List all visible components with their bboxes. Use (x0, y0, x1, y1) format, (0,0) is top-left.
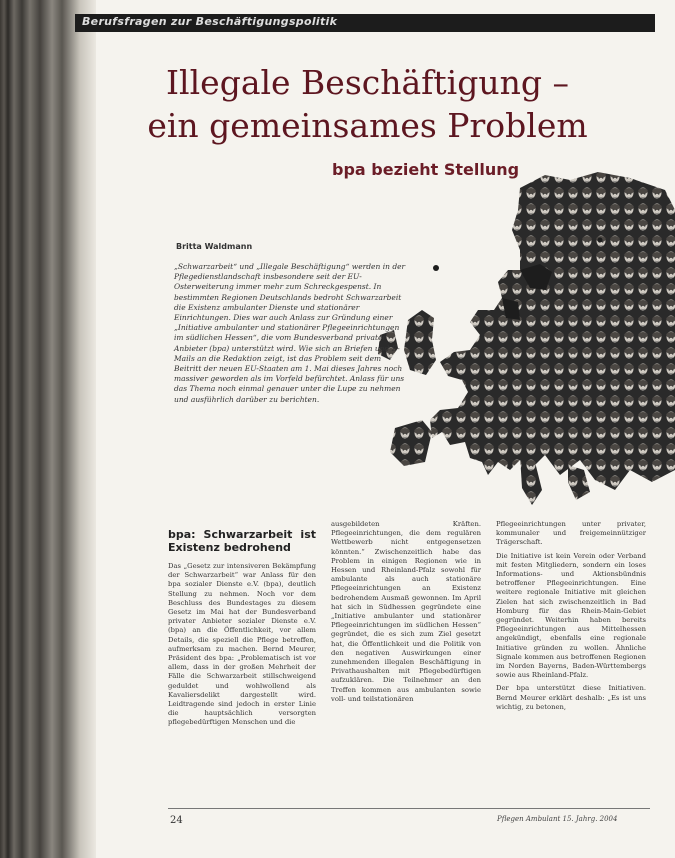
article-title-line1: Illegale Beschäftigung – (166, 63, 569, 102)
page-number: 24 (170, 815, 183, 826)
body-paragraph: Das „Gesetz zur intensiveren Bekämpfung der Schwarzarbeit“ war Anlass für den bpa sozialer Dienste e.V. (bpa), deutlich Stellung zu nehmen. Noch vor dem Beschluss des Bundestages zu diesem Gesetz im Mai hat der Bundesverband privater Anbieter sozialer Dienste e.V. (bpa) an die Öffentlichkeit, vor allem Details, die speziell die Pflege betreffen, aufmerksam zu machen. Bernd Meurer, Präsident des bpa: „Problematisch ist vor allem, dass in der großen Mehrheit der Fälle die Schwarzarbeit stillschweigend geduldet und wohlwollend als Kavaliersdelikt dargestellt wird. Leidtragende sind jedoch in erster Linie die hauptsächlich versorgten pflegebedürftigen Menschen und die (168, 562, 316, 727)
section-heading: bpa: Schwarzarbeit ist Existenz bedrohend (168, 528, 316, 554)
body-column-3 (496, 520, 646, 716)
body-paragraph: Pflegeeinrichtungen unter privater, kommunaler und freigemeinnütziger Trägerschaft. (496, 520, 646, 547)
body-paragraph: Der bpa unterstützt diese Initiativen. Bernd Meurer erklärt deshalb: „Es ist uns wichtig, zu betonen, (496, 684, 646, 711)
rubric-label: Berufsfragen zur Beschäftigungspolitik (82, 15, 338, 28)
intro-text: „Schwarzarbeit“ und „Illegale Beschäftigung“ werden in der Pflegedienstlandschaft insbesondere seit der EU-Osterweiterung immer mehr zum Schreckgespenst. In bestimmten Regionen Deutschlands bedroht Schwarzarbeit die Existenz ambulanter Dienste und stationärer Einrichtungen. Dies war auch Anlass zur Gründung einer „Initiative ambulanter und stationärer Pflegeeinrichtungen im südlichen Hessen“, die vom Bundesverband privater Anbieter (bpa) unterstützt wird. Wie sich an Briefen und E-Mails an die Redaktion zeigt, ist das Problem seit dem Beitritt der neuen EU-Staaten am 1. Mai dieses Jahres noch massiver geworden als im Vorfeld befürchtet. Anlass für uns das Thema noch einmal genauer unter die Lupe zu nehmen und ausführlich darüber zu berichten. (174, 262, 406, 404)
article-subtitle: bpa bezieht Stellung (332, 160, 520, 179)
europe-crowd-map (370, 170, 675, 510)
journal-footer: Pflegen Ambulant 15. Jahrg. 2004 (497, 815, 618, 823)
body-column-2 (331, 520, 481, 708)
footer-rule (168, 808, 650, 809)
body-column-1 (168, 528, 316, 732)
body-paragraph: Die Initiative ist kein Verein oder Verband mit festen Mitgliedern, sondern ein loses Informations- und Aktionsbündnis betroffener Pflegeeinrichtungen. Eine weitere regionale Initiative mit gleichen Zielen hat sich zwischenzeitlich in Bad Homburg für das Rhein-Main-Gebiet gegründet. Weiterhin haben bereits Pflegeeinrichtungen aus Mittelhessen angekündigt, ebenfalls eine regionale Initiative gründen zu wollen. Ähnliche Signale kommen aus betroffenen Regionen im Norden Bayerns, Baden-Württembergs sowie aus Rheinland-Pfalz. (496, 551, 646, 680)
author-name: Britta Waldmann (176, 242, 253, 251)
article-title-line2: ein gemeinsames Problem (147, 106, 588, 145)
body-paragraph: ausgebildeten Kräften. Pflegeeinrichtungen, die dem regulären Wettbewerb nicht entgegensetzen könnten.“ Zwischenzeitlich habe das Problem in einigen Regionen wie in Hessen und Rheinland-Pfalz sowohl für ambulante als auch stationäre Pflegeeinrichtungen an Existenz bedrohendem Ausmaß gewonnen. Im April hat sich in Südhessen gegründete eine „Initiative ambulanter und stationärer Pflegeeinrichtungen im südlichen Hessen“ gegründet, die es sich zum Ziel gesetzt hat, die Öffentlichkeit und die Politik von den negativen Auswirkungen einer zunehmenden illegalen Beschäftigung in Privathaushalten mit Pflegebedürftigen aufzuklären. Die Teilnehmer an den Treffen kommen aus ambulanten sowie voll- und teilstationären (331, 520, 481, 703)
